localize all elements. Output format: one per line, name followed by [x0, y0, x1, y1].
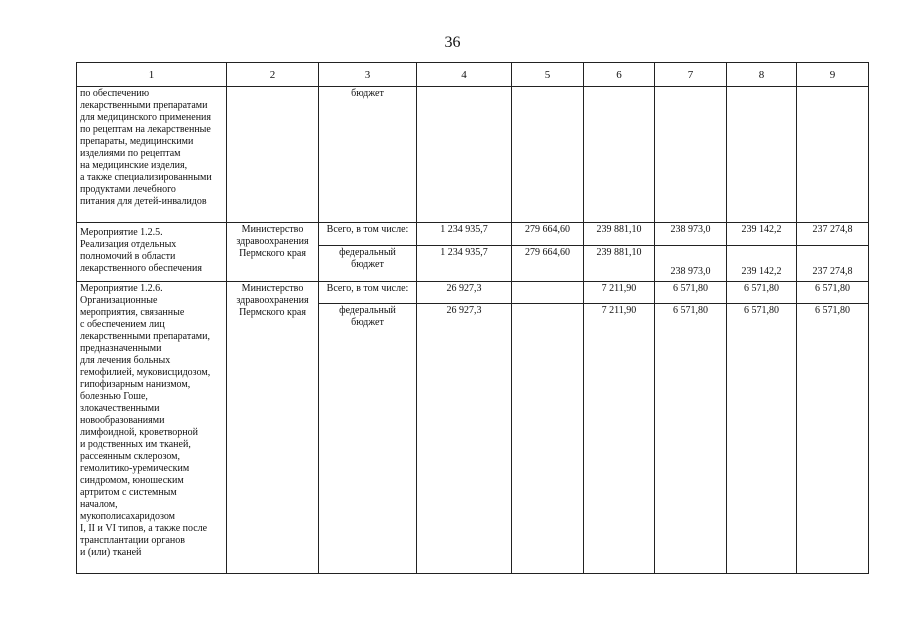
column-header: 2 — [227, 63, 319, 87]
table-row — [77, 87, 869, 223]
column-header: 1 — [77, 63, 227, 87]
value-cell: 237 274,8 — [797, 246, 869, 282]
executor-cell: Министерство здравоохранения Пермского края — [227, 223, 319, 282]
value-cell — [512, 304, 584, 574]
budget-table — [76, 62, 869, 574]
value-cell: 239 142,2 — [727, 223, 797, 246]
column-header: 3 — [319, 63, 417, 87]
column-header: 4 — [417, 63, 512, 87]
value-cell: 6 571,80 — [727, 304, 797, 574]
value-cell: 238 973,0 — [655, 223, 727, 246]
value-cell: 239 881,10 — [584, 223, 655, 246]
value-cell: 279 664,60 — [512, 223, 584, 246]
value-cell: 6 571,80 — [797, 304, 869, 574]
value-cell: 6 571,80 — [655, 304, 727, 574]
measure-name: Мероприятие 1.2.6. Организационные мероприятия, связанные с обеспечением лиц лекарственными препаратами, предназначенными для лечения больных гемофилией, муковисцидозом, гипофизарным нанизмом, болезнью Гоше, злокачественными новообразованиями лимфоидной, кроветворной и родственных им тканей, рассеянным склерозом, гемолитико-уремическим синдромом, юношеским артритом с системным началом, мукополисахаридозом I, II и VI типов, а также после трансплантации органов и (или) тканей — [77, 282, 227, 574]
value-cell: 6 571,80 — [727, 282, 797, 304]
column-header: 7 — [655, 63, 727, 87]
value-cell: 6 571,80 — [655, 282, 727, 304]
value-cell — [727, 87, 797, 223]
funding-source: федеральный бюджет — [319, 246, 417, 282]
value-cell — [797, 87, 869, 223]
measure-description: по обеспечению лекарственными препаратами для медицинского применения по рецептам на лекарственные препараты, медицинскими изделиями по рецептам на медицинские изделия, а также специализированными продуктами лечебного питания для детей-инвалидов — [77, 87, 227, 223]
value-cell — [584, 87, 655, 223]
value-cell — [512, 87, 584, 223]
value-cell: 7 211,90 — [584, 304, 655, 574]
value-cell: 238 973,0 — [655, 246, 727, 282]
header-row — [77, 63, 869, 87]
value-cell: 1 234 935,7 — [417, 246, 512, 282]
table-row — [77, 223, 869, 246]
value-cell: 26 927,3 — [417, 282, 512, 304]
value-cell: 1 234 935,7 — [417, 223, 512, 246]
funding-source: Всего, в том числе: — [319, 282, 417, 304]
value-cell: 279 664,60 — [512, 246, 584, 282]
value-cell: 237 274,8 — [797, 223, 869, 246]
value-cell: 7 211,90 — [584, 282, 655, 304]
column-header: 8 — [727, 63, 797, 87]
funding-source: Всего, в том числе: — [319, 223, 417, 246]
value-cell: 239 881,10 — [584, 246, 655, 282]
value-cell — [655, 87, 727, 223]
value-cell: 26 927,3 — [417, 304, 512, 574]
table-row — [77, 282, 869, 304]
funding-source: федеральный бюджет — [319, 304, 417, 574]
column-header: 5 — [512, 63, 584, 87]
page-number: 36 — [444, 34, 461, 51]
value-cell — [417, 87, 512, 223]
value-cell: 6 571,80 — [797, 282, 869, 304]
value-cell: 239 142,2 — [727, 246, 797, 282]
measure-name: Мероприятие 1.2.5. Реализация отдельных полномочий в области лекарственного обеспечения — [77, 223, 227, 282]
executor-cell — [227, 87, 319, 223]
column-header: 6 — [584, 63, 655, 87]
funding-source: бюджет — [319, 87, 417, 223]
value-cell — [512, 282, 584, 304]
executor-cell: Министерство здравоохранения Пермского края — [227, 282, 319, 574]
column-header: 9 — [797, 63, 869, 87]
